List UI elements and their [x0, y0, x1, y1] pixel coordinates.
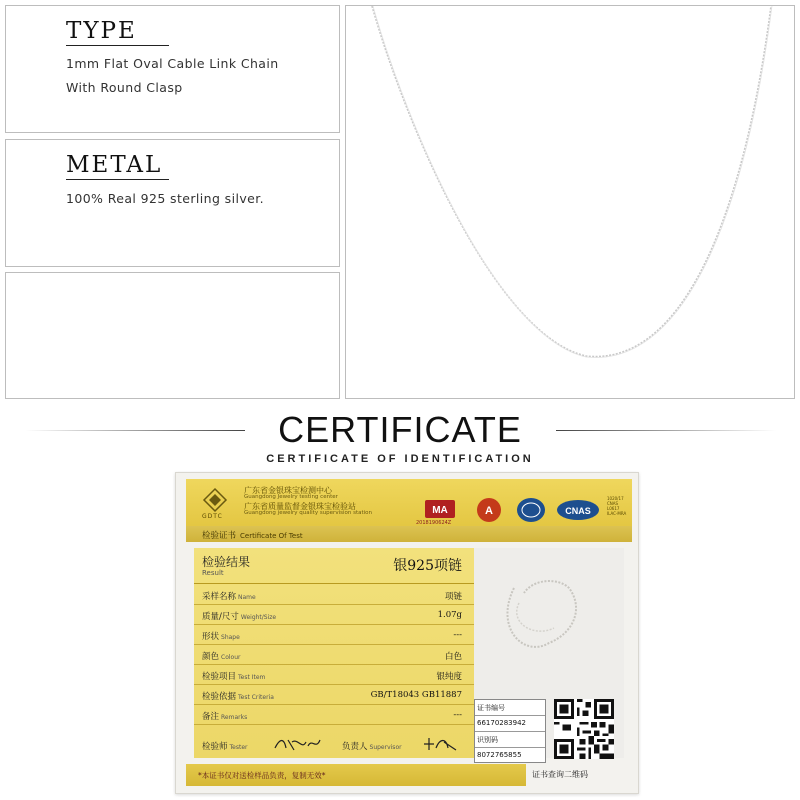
org-name-cn-2: 广东省质量监督金银珠宝检验站 — [244, 502, 356, 511]
table-row — [194, 605, 474, 625]
certificate-info-box — [474, 699, 546, 763]
row-value: --- — [453, 630, 462, 640]
table-row — [194, 585, 474, 605]
table-row — [194, 665, 474, 685]
certificate-title: CERTIFICATE — [278, 409, 522, 450]
row-label-cn: 采样名称 — [202, 592, 237, 602]
table-row — [194, 645, 474, 665]
row-label — [202, 610, 276, 622]
type-description-line-1: 1mm Flat Oval Cable Link Chain — [66, 56, 279, 71]
row-value: --- — [453, 710, 462, 720]
cnas-seal-icon — [556, 499, 600, 521]
result-label-cn: 检验结果 — [202, 555, 251, 569]
type-heading: TYPE — [66, 18, 137, 44]
metal-heading: METAL — [66, 152, 163, 178]
tester-label-en: Tester — [229, 744, 248, 751]
row-label — [202, 670, 265, 682]
id-code-label: 识别码 — [475, 732, 545, 748]
qr-caption: 证书查询二维码 — [532, 770, 588, 779]
result-label-en: Result — [202, 569, 224, 577]
row-label-en: Test Item — [238, 674, 266, 681]
gdtc-logo-text: GDTC — [202, 513, 223, 520]
svg-text:A: A — [485, 505, 493, 517]
supervisor-label-cn: 负责人 — [342, 742, 368, 752]
row-label — [202, 690, 274, 702]
row-label-en: Test Criteria — [238, 694, 274, 701]
org-name-en-1: Guangdong Jewelry testing center — [244, 494, 338, 500]
row-value: 1.07g — [437, 610, 462, 620]
type-heading-underline — [66, 45, 169, 46]
row-label-en: Name — [238, 594, 256, 601]
type-panel — [5, 5, 340, 133]
result-value: 银925项链 — [393, 558, 462, 574]
row-label-en: Weight/Size — [240, 614, 277, 621]
cal-seal-icon — [476, 497, 502, 523]
document-title-cn: 检验证书 — [202, 531, 237, 541]
row-value: 银纯度 — [436, 672, 462, 682]
empty-panel — [5, 272, 340, 399]
row-label — [202, 590, 256, 602]
signature-row — [194, 730, 474, 756]
cert-number-value: 66170283942 — [475, 716, 545, 732]
supervisor-signature — [420, 734, 460, 754]
row-label — [202, 710, 247, 722]
org-name-cn-1: 广东省金银珠宝检测中心 — [244, 486, 332, 495]
row-label-en: Remarks — [221, 714, 248, 721]
svg-text:MA: MA — [432, 505, 448, 516]
document-title-en: Certificate Of Test — [240, 532, 303, 540]
table-row — [194, 625, 474, 645]
type-description-line-2: With Round Clasp — [66, 80, 183, 95]
row-label — [202, 630, 240, 642]
row-label-cn: 颜色 — [202, 652, 220, 662]
cma-number: 2018190624Z — [416, 520, 452, 526]
tester-label-cn: 检验师 — [202, 742, 228, 752]
row-label-cn: 备注 — [202, 712, 220, 722]
tester-signature — [272, 734, 322, 754]
metal-heading-underline — [66, 179, 169, 180]
cert-number-label: 证书编号 — [475, 700, 545, 716]
ilac-seal-icon — [516, 497, 546, 523]
sample-chain-illustration — [474, 548, 624, 698]
row-label-cn: 形状 — [202, 632, 220, 642]
cma-seal-icon — [424, 499, 456, 519]
certificate-right-rule — [556, 430, 776, 431]
row-label-cn: 质量/尺寸 — [202, 612, 239, 622]
certificate-subtitle: CERTIFICATE OF IDENTIFICATION — [266, 453, 534, 465]
results-table — [194, 548, 474, 758]
row-label-cn: 检验依据 — [202, 692, 237, 702]
row-value: 项链 — [444, 592, 462, 602]
gdtc-logo-icon — [202, 487, 228, 513]
svg-text:CNAS: CNAS — [565, 506, 591, 516]
metal-description: 100% Real 925 sterling silver. — [66, 191, 264, 206]
table-row — [194, 685, 474, 705]
tester-label — [202, 740, 248, 752]
row-label — [202, 650, 240, 662]
card-footer — [186, 764, 526, 786]
result-header — [194, 548, 474, 584]
accreditation-small-print: 1020/17 CNAS L0617 ILAC-MRA — [607, 496, 627, 516]
id-code-value: 8072765855 — [477, 751, 522, 759]
metal-panel — [5, 139, 340, 267]
certificate-card — [175, 472, 639, 794]
row-label-en: Shape — [221, 634, 240, 641]
org-name-en-2: Guangdong jewelry quality supervision station — [244, 510, 373, 516]
footer-disclaimer: *本证书仅对送检样品负责，复制无效* — [198, 771, 326, 780]
card-subheader — [186, 526, 632, 542]
row-value: 白色 — [444, 652, 462, 662]
document-title — [202, 529, 303, 541]
row-label-cn: 检验项目 — [202, 672, 237, 682]
row-value: GB/T18043 GB11887 — [370, 690, 462, 700]
supervisor-label — [342, 740, 402, 752]
qr-code-icon — [554, 699, 614, 759]
supervisor-label-en: Supervisor — [369, 744, 402, 751]
chain-illustration — [346, 6, 795, 399]
necklace-photo — [345, 5, 795, 399]
row-label-en: Colour — [221, 654, 241, 661]
table-row — [194, 705, 474, 725]
